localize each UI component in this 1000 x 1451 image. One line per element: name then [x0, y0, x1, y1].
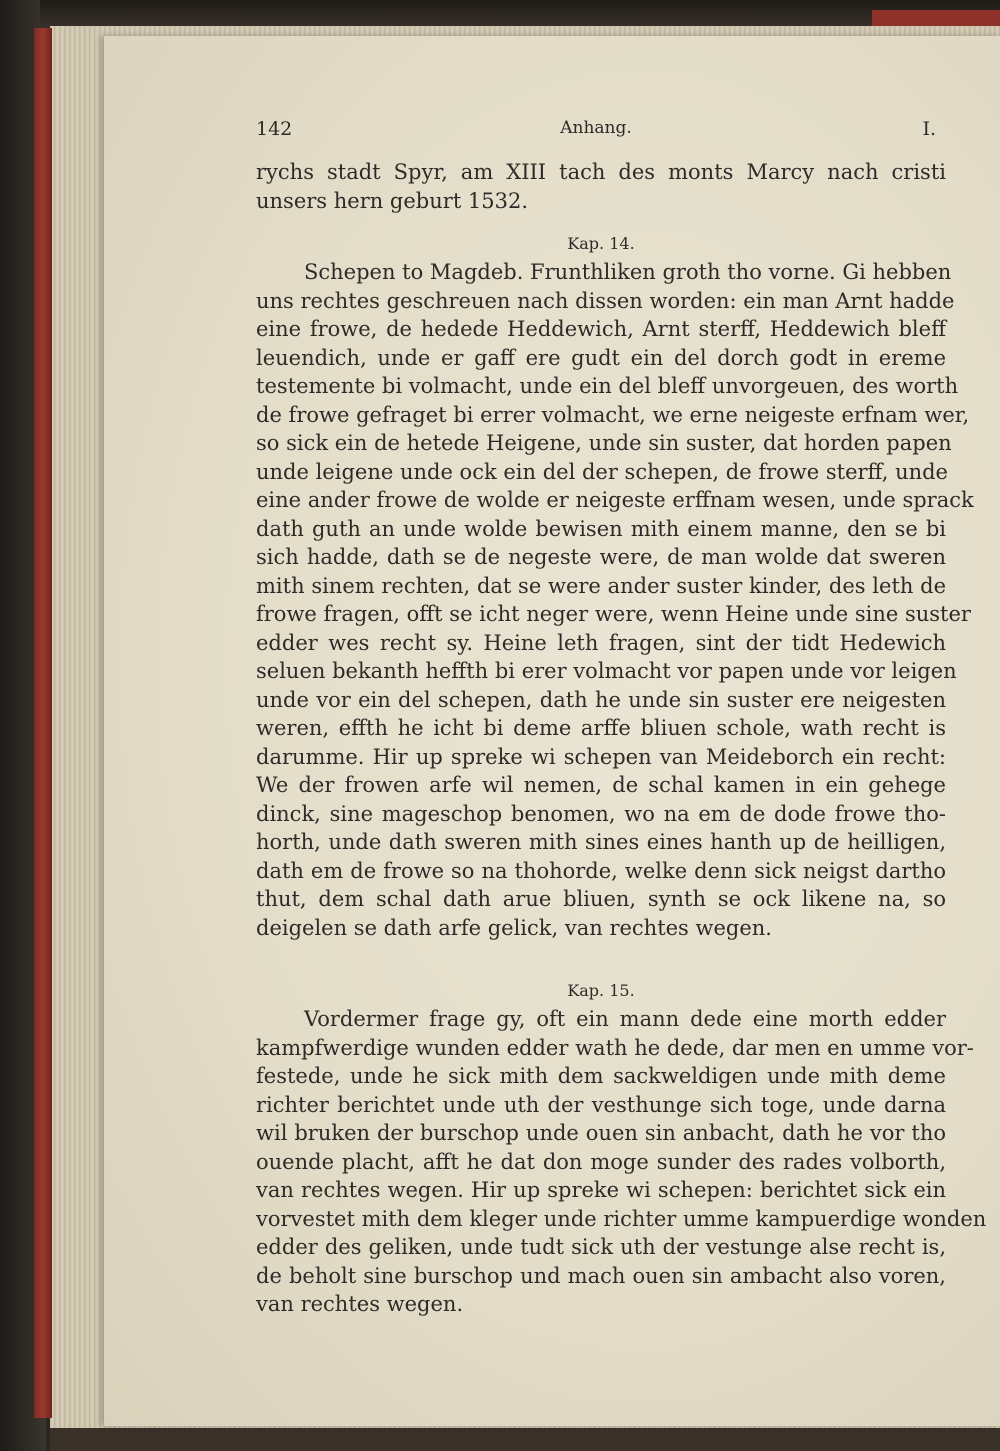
text-line: uns rechtes geschreuen nach dissen worden: ein man Arnt hadde [256, 288, 955, 313]
text-line: wil bruken der burschop unde ouen sin anbacht, dath he vor tho [256, 1121, 946, 1145]
chapter-14-body [256, 258, 974, 942]
cover-edge-left [34, 28, 52, 1418]
text-line: vorvestet mith dem kleger unde richter umme kampuerdige wonden [256, 1206, 987, 1231]
text-line: frowe fragen, offt se icht neger were, wenn Heine unde sine suster [256, 602, 971, 626]
text-line: sich hadde, dath se de negeste were, de man wolde dat sweren [256, 545, 946, 569]
text-line: leuendich, unde er gaff ere gudt ein del dorch godt in ereme [256, 345, 946, 370]
text-line: horth, unde dath sweren mith sines eines hanth up de heilligen, [256, 830, 946, 854]
text-line: van rechtes wegen. Hir up spreke wi schepen: berichtet sick ein [256, 1178, 946, 1202]
text-line: deigelen se dath arfe gelick, van rechtes wegen. [256, 915, 772, 940]
text-line: unde leigene unde ock ein del der schepen, de frowe sterff, unde [256, 459, 948, 484]
text-line: thut, dem schal dath arue bliuen, synth se ock likene na, so [256, 887, 946, 911]
text-line: dinck, sine mageschop benomen, wo na em de dode frowe tho- [256, 801, 946, 826]
text-line: unde vor ein del schepen, dath he unde sin suster ere neigesten [256, 687, 946, 712]
section-number: I. [922, 118, 936, 140]
text-line: edder wes recht sy. Heine leth fragen, sint der tidt Hedewich [256, 630, 946, 655]
text-line: edder des geliken, unde tudt sick uth der vestunge alse recht is, [256, 1235, 946, 1259]
text-line: festede, unde he sick mith dem sackweldigen unde mith deme [256, 1064, 946, 1088]
chapter-15-body [256, 1005, 987, 1319]
text-line: seluen bekanth heffth bi erer volmacht vor papen unde vor leigen [256, 659, 957, 683]
chapter-heading: Kap. 14. [567, 234, 635, 253]
page-header [256, 118, 936, 146]
text-line: unsers hern geburt 1532. [256, 188, 529, 213]
page-number: 142 [256, 118, 293, 140]
text-line: Schepen to Magdeb. Frunthliken groth tho vorne. Gi hebben [304, 260, 952, 284]
chapter-15 [256, 977, 987, 1319]
text-line: Vordermer frage gy, oft ein mann dede eine morth edder [304, 1007, 946, 1031]
text-line: mith sinem rechten, dat se were ander suster kinder, des leth de [256, 573, 946, 598]
text-line: eine ander frowe de wolde er neigeste erffnam wesen, unde sprack [256, 488, 974, 512]
text-line: de beholt sine burschop und mach ouen sin ambacht also voren, [256, 1263, 946, 1288]
text-line: so sick ein de hetede Heigene, unde sin suster, dat horden papen [256, 431, 952, 455]
text-line: We der frowen arfe wil nemen, de schal kamen in ein gehege [256, 773, 946, 797]
text-line: dath guth an unde wolde bewisen mith einem manne, den se bi [256, 516, 946, 541]
text-line: eine frowe, de hedede Heddewich, Arnt sterff, Heddewich bleff [256, 317, 946, 341]
text-line: dath em de frowe so na thohorde, welke denn sick neigst dartho [256, 858, 946, 883]
text-line: van rechtes wegen. [256, 1292, 464, 1316]
chapter-14 [256, 230, 974, 942]
text-line: weren, effth he icht bi deme arffe bliuen schole, wath recht is [256, 716, 946, 740]
text-line: kampfwerdige wunden edder wath he dede, dar men en umme vor- [256, 1035, 974, 1060]
text-line: rychs stadt Spyr, am XIII tach des monts Marcy nach cristi [256, 160, 946, 184]
text-line: richter berichtet unde uth der vesthunge sich toge, unde darna [256, 1092, 946, 1117]
opening-text [256, 158, 946, 215]
text-line: ouende placht, afft he dat don moge sunder des rades volborth, [256, 1149, 946, 1174]
running-title: Anhang. [560, 118, 632, 138]
text-line: testemente bi volmacht, unde ein del bleff unvorgeuen, des worth [256, 374, 959, 398]
chapter-heading: Kap. 15. [567, 981, 635, 1000]
text-line: de frowe gefraget bi errer volmacht, we erne neigeste erfnam wer, [256, 402, 970, 427]
text-line: darumme. Hir up spreke wi schepen van Meideborch ein recht: [256, 744, 946, 769]
book-cover-bottom [50, 1428, 1000, 1451]
